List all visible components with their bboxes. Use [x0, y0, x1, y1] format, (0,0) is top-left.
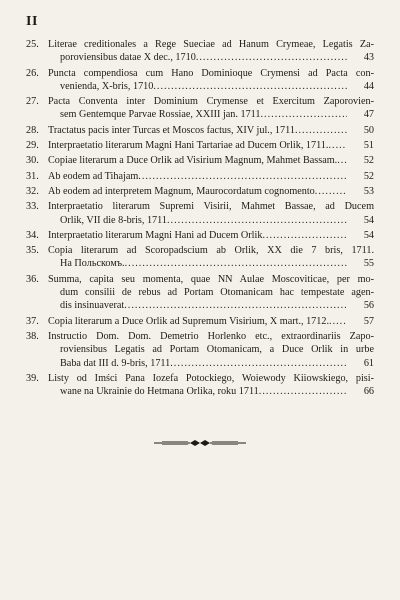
entry-title-line: Literae creditionales a Rege Sueciae ad Hanum Crymeae, Legatis Za- [48, 39, 374, 50]
dot-leader [262, 229, 347, 242]
entry-title-line: Orlik, VII die 8-bris, 1711 [60, 214, 167, 226]
toc-entry [26, 229, 374, 242]
dot-leader [261, 108, 348, 121]
toc-entry [26, 38, 374, 65]
entry-title-line: Listy od Imści Pana Iozefa Potockiego, Woiewody Kiiowskiego, pisi- [48, 372, 374, 384]
entry-page-number: 43 [363, 52, 374, 64]
entry-body [48, 244, 374, 271]
entry-body [48, 315, 374, 328]
entry-title-line: Ab eodem ad interpretem Magnum, Maurocordatum cognomento [48, 185, 315, 197]
toc-entry [26, 185, 374, 198]
entry-body [48, 185, 374, 198]
dot-leader [167, 214, 347, 227]
entry-title-line: Copia literarum ad Scoropadscium ab Orlik, XX die 7 bris, 1711. [48, 245, 374, 257]
entry-title-line: Pacta Conventa inter Dominium Crymense et Exercitum Zaporovien- [48, 96, 374, 108]
entry-title-line: Interpraetatio literarum Supremi Visirii, Mahmet Bassae, ad Ducem [48, 201, 374, 213]
entry-body [48, 95, 374, 122]
entry-title-line: Copiae literarum a Duce Orlik ad Visirium Magnum, Mahmet Bassam. [48, 155, 338, 167]
entry-title-line: sem Gentemque Parvae Rossiae, XXIII jan. 1711 [60, 109, 261, 121]
entry-final-line [48, 124, 374, 137]
entry-final-line [48, 170, 374, 183]
toc-entry [26, 244, 374, 271]
entry-number: 29. [26, 140, 39, 152]
entry-final-line [48, 299, 374, 312]
entry-title-line: venienda, X-bris, 1710 [60, 80, 154, 92]
entry-page-number: 55 [363, 258, 374, 270]
dot-leader [153, 80, 347, 93]
toc-entry [26, 200, 374, 227]
toc-entry [26, 330, 374, 370]
entry-body [48, 38, 374, 65]
entry-final-line [48, 185, 374, 198]
entry-page-number: 52 [363, 155, 374, 167]
dot-leader [196, 51, 347, 64]
entry-title-line: Summa, capita seu momenta, quae NN Aulae Moscoviticae, per mo- [48, 273, 374, 285]
dot-leader [124, 299, 347, 312]
entry-final-line [48, 257, 374, 270]
dot-leader [328, 139, 347, 152]
entry-title-line: Interpraetatio literarum Magni Hani Tartariae ad Ducem Orlik, 1711. [48, 140, 329, 152]
dot-leader [315, 185, 347, 198]
toc-entry [26, 67, 374, 94]
table-of-contents [26, 38, 374, 398]
entry-final-line [48, 139, 374, 152]
entry-title-line: Tractatus pacis inter Turcas et Moscos factus, XIV jul., 1711 [48, 124, 295, 136]
entry-page-number: 44 [363, 80, 374, 92]
entry-title-line: dis insinuaverat [60, 300, 125, 312]
entry-title-line: Puncta compendiosa cum Hano Dominioque Crymensi ad Pacta con- [48, 67, 374, 79]
toc-entry [26, 170, 374, 183]
dot-leader [259, 385, 347, 398]
entry-final-line [48, 385, 374, 398]
dot-leader [337, 154, 347, 167]
entry-page-number: 54 [363, 214, 374, 226]
entry-final-line [48, 108, 374, 121]
entry-number: 39. [26, 372, 39, 384]
entry-page-number: 50 [363, 124, 374, 136]
entry-number: 38. [26, 330, 39, 342]
dot-leader [125, 257, 347, 270]
entry-number: 25. [26, 39, 39, 50]
entry-body [48, 229, 374, 242]
entry-page-number: 56 [363, 300, 374, 312]
ornament-icon [152, 438, 248, 448]
entry-body [48, 372, 374, 399]
entry-page-number: 52 [363, 170, 374, 182]
ornament-divider [26, 438, 374, 448]
dot-leader [329, 315, 347, 328]
entry-page-number: 54 [363, 229, 374, 241]
entry-final-line [48, 357, 374, 370]
entry-number: 30. [26, 155, 39, 167]
toc-entry [26, 273, 374, 313]
page-number: II [26, 14, 38, 29]
entry-body [48, 170, 374, 183]
entry-number: 34. [26, 229, 39, 241]
toc-entry [26, 315, 374, 328]
entry-number: 37. [26, 315, 39, 327]
entry-page-number: 51 [363, 140, 374, 152]
entry-final-line [48, 214, 374, 227]
entry-page-number: 53 [363, 185, 374, 197]
entry-number: 31. [26, 170, 39, 182]
entry-title-line: Interpraetatio literarum Magni Hani ad Ducem Orlik [48, 229, 263, 241]
entry-body [48, 139, 374, 152]
entry-body [48, 200, 374, 227]
entry-body [48, 330, 374, 370]
toc-entry [26, 124, 374, 137]
dot-leader [170, 357, 347, 370]
entry-title-line: Ab eodem ad Tihajam [48, 170, 139, 182]
entry-body [48, 124, 374, 137]
entry-page-number: 57 [363, 315, 374, 327]
entry-number: 35. [26, 245, 39, 257]
entry-number: 26. [26, 67, 39, 79]
dot-leader [295, 124, 347, 137]
entry-number: 36. [26, 273, 39, 285]
entry-title-line: roviensibus Legatis ad Portam Otomanicam, a Duce Orlik in urbe [60, 344, 374, 356]
entry-title-line: poroviensibus datae X dec., 1710 [60, 52, 196, 64]
entry-title-line: dum consilii de rebus ad Portam Otomanicam hac tempestate agen- [60, 287, 374, 299]
entry-final-line [48, 51, 374, 64]
entry-body [48, 273, 374, 313]
entry-title-line: Instructio Dom. Dom. Demetrio Horlenko etc., extraordinariis Zapo- [48, 330, 374, 342]
entry-page-number: 61 [363, 357, 374, 369]
entry-number: 32. [26, 185, 39, 197]
entry-final-line [48, 154, 374, 167]
entry-title-line: Copia literarum a Duce Orlik ad Supremum Visirium, X mart., 1712. [48, 315, 330, 327]
dot-leader [138, 170, 347, 183]
entry-number: 33. [26, 201, 39, 213]
entry-final-line [48, 315, 374, 328]
entry-body [48, 67, 374, 94]
entry-number: 27. [26, 96, 39, 108]
toc-entry [26, 372, 374, 399]
entry-title-line: wane na Ukrainie do Hetmana Orlika, roku 1711 [60, 386, 259, 398]
entry-title-line: Baba dat III d. 9-bris, 1711 [60, 357, 171, 369]
entry-final-line [48, 229, 374, 242]
entry-number: 28. [26, 124, 39, 136]
toc-entry [26, 95, 374, 122]
entry-page-number: 66 [363, 386, 374, 398]
entry-page-number: 47 [363, 109, 374, 121]
toc-entry [26, 139, 374, 152]
entry-final-line [48, 80, 374, 93]
toc-entry [26, 154, 374, 167]
entry-body [48, 154, 374, 167]
entry-title-line: На Польскомъ. [60, 258, 125, 270]
